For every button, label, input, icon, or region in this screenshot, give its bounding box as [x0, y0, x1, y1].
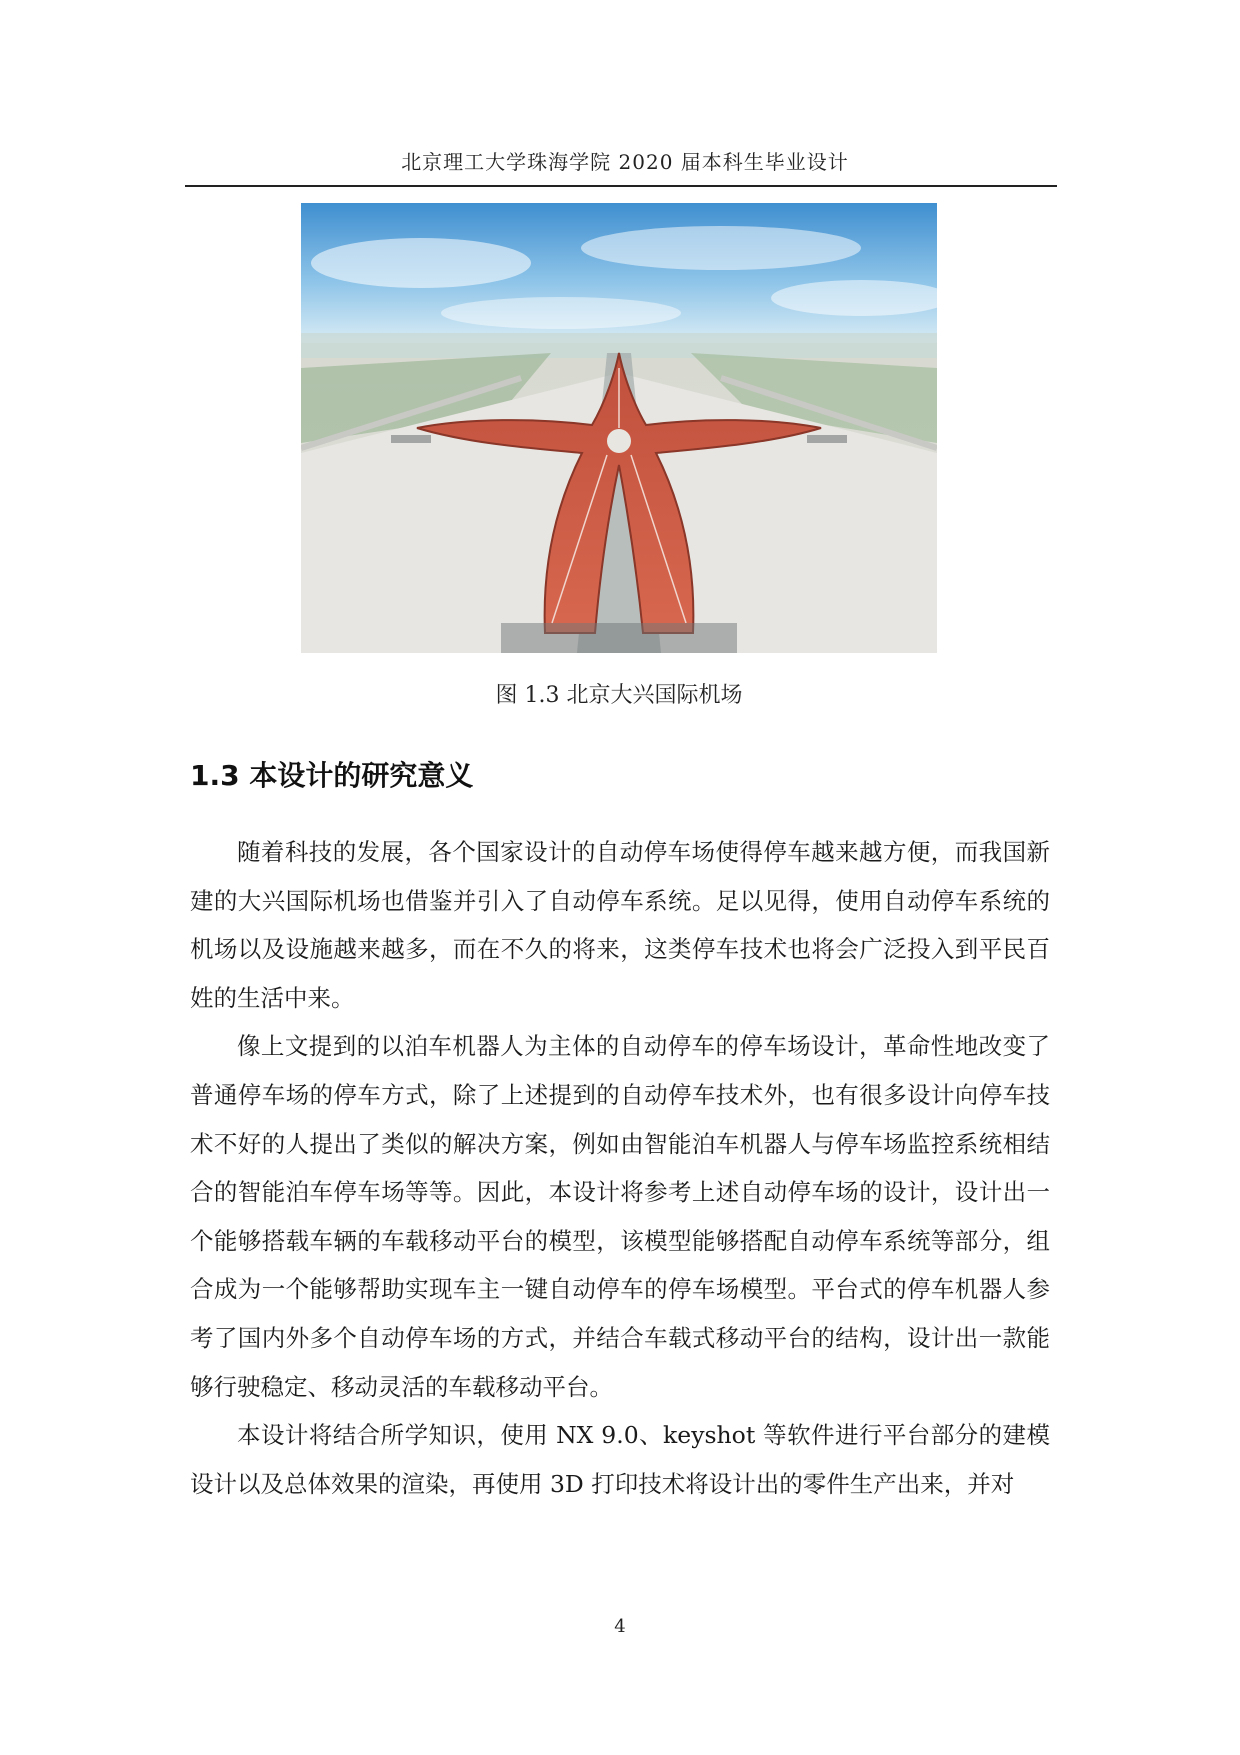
section-heading: 1.3 本设计的研究意义 [190, 759, 474, 792]
page-header: 北京理工大学珠海学院 2020 届本科生毕业设计 [401, 150, 849, 174]
airport-aerial-photo [301, 203, 937, 653]
paragraph-3: 本设计将结合所学知识，使用 NX 9.0、keyshot 等软件进行平台部分的建模设计以及总体效果的渲染，再使用 3D 打印技术将设计出的零件生产出来，并对 [190, 1421, 1050, 1498]
body-text [190, 828, 1050, 1508]
page-number: 4 [614, 1616, 626, 1637]
paragraph-2: 像上文提到的以泊车机器人为主体的自动停车的停车场设计，革命性地改变了普通停车场的停车方式，除了上述提到的自动停车技术外，也有很多设计向停车技术不好的人提出了类似的解决方案，例如由智能泊车机器人与停车场监控系统相结合的智能泊车停车场等等。因此，本设计将参考上述自动停车场的设计，设计出一个能够搭载车辆的车载移动平台的模型，该模型能够搭配自动停车系统等部分，组合成为一个能够帮助实现车主一键自动停车的停车场模型。平台式的停车机器人参考了国内外多个自动停车场的方式，并结合车载式移动平台的结构，设计出一款能够行驶稳定、移动灵活的车载移动平台。 [190, 1032, 1050, 1401]
paragraph-1: 随着科技的发展，各个国家设计的自动停车场使得停车越来越方便，而我国新建的大兴国际机场也借鉴并引入了自动停车系统。足以见得，使用自动停车系统的机场以及设施越来越多，而在不久的将来，这类停车技术也将会广泛投入到平民百姓的生活中来。 [190, 838, 1050, 1012]
figure-caption: 图 1.3 北京大兴国际机场 [495, 683, 743, 708]
header-rule [185, 185, 1057, 187]
